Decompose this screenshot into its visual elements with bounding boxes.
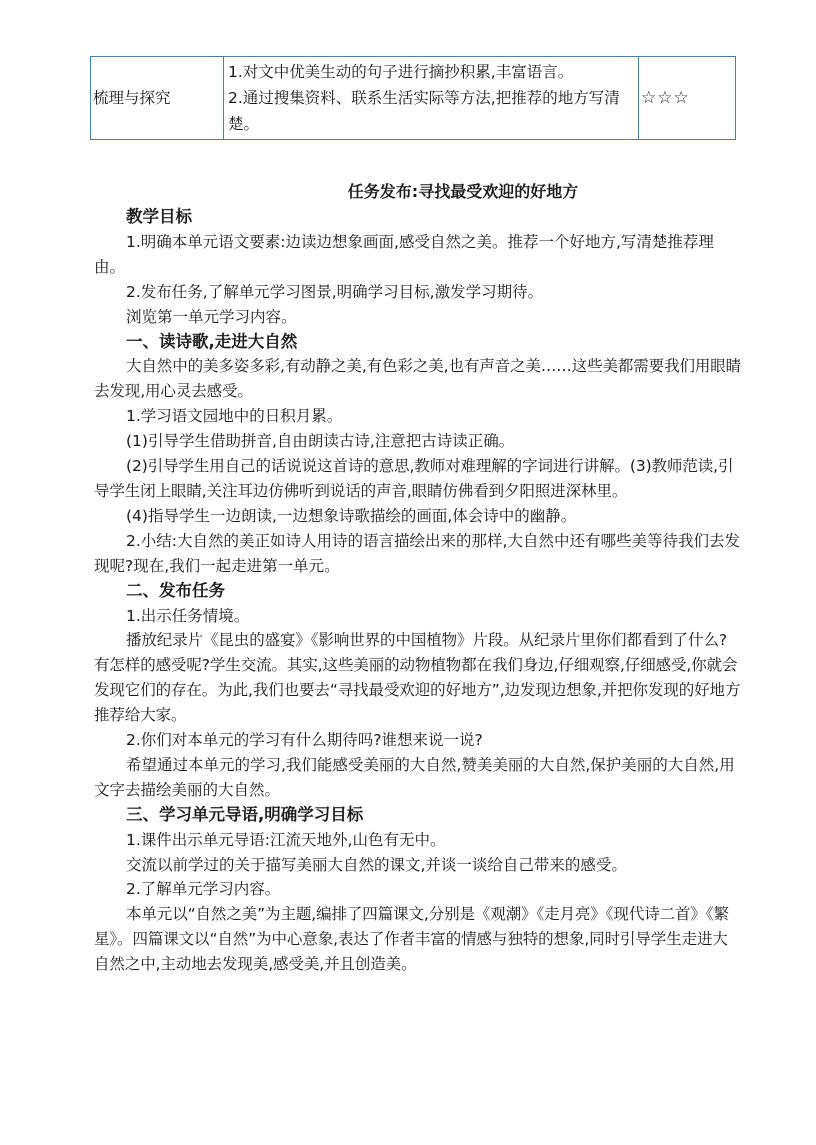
- paragraph: 1.明确本单元语文要素:边读边想象画面,感受自然之美。推荐一个好地方,写清楚推荐理由。: [94, 232, 714, 276]
- evaluation-table: [90, 56, 736, 140]
- section-heading: 二、发布任务: [126, 580, 225, 600]
- paragraph: (2)引导学生用自己的话说说这首诗的意思,教师对难理解的字词进行讲解。(3)教师范读,引导学生闭上眼睛,关注耳边仿佛听到说话的声音,眼睛仿佛看到夕阳照进深林里。: [94, 457, 734, 500]
- criteria-item: 1.对文中优美生动的句子进行摘抄积累,丰富语言。: [228, 63, 574, 81]
- paragraph: 浏览第一单元学习内容。: [126, 307, 297, 326]
- paragraph: 1.出示任务情境。: [126, 606, 250, 625]
- paragraph: 播放纪录片《昆虫的盛宴》《影响世界的中国植物》片段。从纪录片里你们都看到了什么?有怎样的感受呢?学生交流。其实,这些美丽的动物植物都在我们身边,仔细观察,仔细感受,你就会发现它们的存在。为此,我们也要去“寻找最受欢迎的好地方”,边发现边想象,并把你发现的好地方推荐给大家。: [94, 631, 741, 725]
- category-cell: 梳理与探究: [91, 57, 224, 140]
- paragraph: 本单元以“自然之美”为主题,编排了四篇课文,分别是《观潮》《走月亮》《现代诗二首》《繁星》。四篇课文以“自然”为中心意象,表达了作者丰富的情感与独特的想象,同时引导学生走进大自然之中,主动地去发现美,感受美,并且创造美。: [94, 905, 729, 974]
- section-heading: 一、读诗歌,走进大自然: [126, 331, 298, 351]
- criteria-cell: [224, 57, 639, 140]
- paragraph: 大自然中的美多姿多彩,有动静之美,有色彩之美,也有声音之美……这些美都需要我们用眼睛去发现,用心灵去感受。: [94, 357, 742, 401]
- section-heading: 三、学习单元导语,明确学习目标: [126, 804, 364, 824]
- paragraph: (1)引导学生借助拼音,自由朗读古诗,注意把古诗读正确。: [126, 432, 515, 451]
- paragraph: 2.发布任务,了解单元学习图景,明确学习目标,激发学习期待。: [126, 282, 544, 301]
- table-row: [91, 57, 736, 140]
- page-title: 任务发布:寻找最受欢迎的好地方: [347, 182, 579, 201]
- star-rating: ☆☆☆: [639, 57, 736, 140]
- paragraph: 2.了解单元学习内容。: [126, 880, 281, 899]
- criteria-item: 2.通过搜集资料、联系生活实际等方法,把推荐的地方写清楚。: [228, 89, 620, 133]
- paragraph: 交流以前学过的关于描写美丽大自然的课文,并谈一谈给自己带来的感受。: [126, 855, 627, 874]
- section-heading: 教学目标: [126, 207, 192, 226]
- paragraph: 1.学习语文园地中的日积月累。: [126, 407, 343, 426]
- paragraph: 1.课件出示单元导语:江流天地外,山色有无中。: [126, 830, 446, 849]
- lesson-content: [94, 178, 742, 977]
- paragraph: 2.小结:大自然的美正如诗人用诗的语言描绘出来的那样,大自然中还有哪些美等待我们去发现呢?现在,我们一起走进第一单元。: [94, 531, 740, 575]
- paragraph: 2.你们对本单元的学习有什么期待吗?谁想来说一说?: [126, 731, 483, 750]
- paragraph: 希望通过本单元的学习,我们能感受美丽的大自然,赞美美丽的大自然,保护美丽的大自然,用文字去描绘美丽的大自然。: [94, 755, 735, 799]
- paragraph: (4)指导学生一边朗读,一边想象诗歌描绘的画面,体会诗中的幽静。: [126, 506, 577, 525]
